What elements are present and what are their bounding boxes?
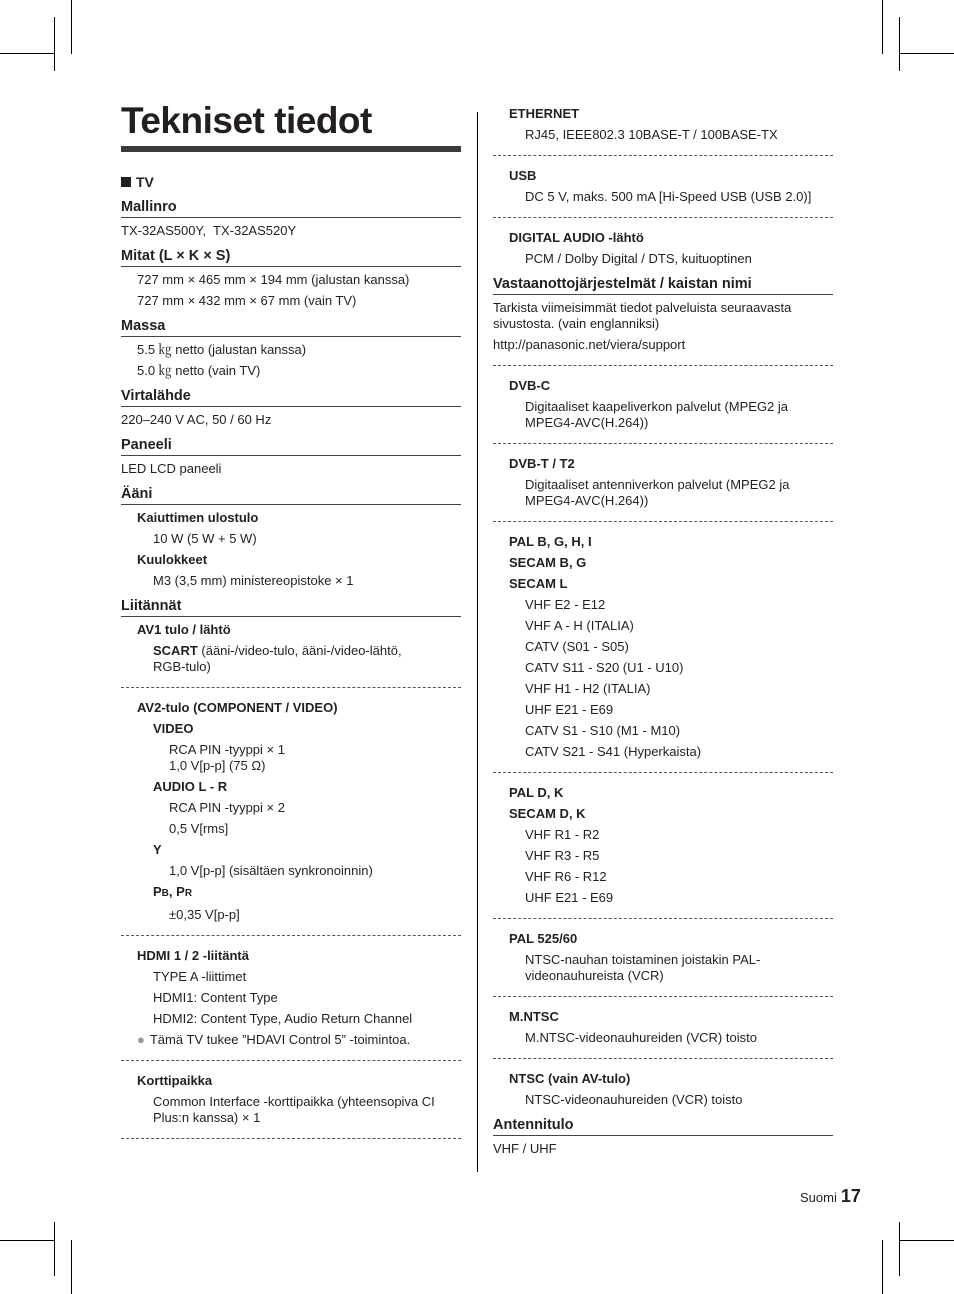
- dashed-divider: [121, 1060, 461, 1061]
- hdmi-label: HDMI 1 / 2 -liitäntä: [137, 948, 249, 963]
- section-heading-liitannat: Liitännät: [121, 598, 461, 617]
- band-line: VHF E2 - E12: [525, 597, 606, 612]
- left-column: [121, 174, 461, 1151]
- speaker-output-value: 10 W (5 W + 5 W): [153, 531, 257, 546]
- y-line: 1,0 V[p-p] (sisältäen synkronoinnin): [169, 863, 373, 878]
- dashed-divider: [493, 365, 833, 366]
- pb-pr-line: ±0,35 V[p-p]: [169, 907, 240, 922]
- section-heading-aani: Ääni: [121, 486, 461, 505]
- pal525-line: NTSC-nauhan toistaminen joistakin PAL-: [525, 952, 761, 967]
- dashed-divider: [493, 217, 833, 218]
- crop-mark: [900, 1240, 954, 1241]
- band-line: VHF A - H (ITALIA): [525, 618, 634, 633]
- section-heading-mitat: Mitat (L × K × S): [121, 248, 461, 267]
- crop-mark: [899, 17, 900, 71]
- dashed-divider: [493, 521, 833, 522]
- ntsc-label: NTSC (vain AV-tulo): [509, 1071, 631, 1086]
- power-value: 220–240 V AC, 50 / 60 Hz: [121, 412, 272, 427]
- speaker-output-label: Kaiuttimen ulostulo: [137, 510, 259, 525]
- band-line: CATV S1 - S10 (M1 - M10): [525, 723, 681, 738]
- card-slot-label: Korttipaikka: [137, 1073, 213, 1088]
- digital-audio-value: PCM / Dolby Digital / DTS, kuituoptinen: [525, 251, 752, 266]
- crop-mark: [882, 0, 883, 54]
- hdmi-note: ● Tämä TV tukee ”HDAVI Control 5” -toimintoa.: [137, 1032, 411, 1047]
- audio-label: AUDIO L - R: [153, 779, 228, 794]
- crop-mark: [54, 17, 55, 71]
- dashed-divider: [493, 996, 833, 997]
- mass-line: 5.5 ㎏ netto (jalustan kanssa): [137, 342, 307, 357]
- ethernet-label: ETHERNET: [509, 106, 580, 121]
- page-number: 17: [840, 1186, 861, 1206]
- crop-mark: [71, 0, 72, 54]
- section-heading-antennitulo: Antennitulo: [493, 1117, 833, 1136]
- pal-bg-label: PAL B, G, H, I: [509, 534, 592, 549]
- mntsc-label: M.NTSC: [509, 1009, 559, 1024]
- headphone-label: Kuulokkeet: [137, 552, 208, 567]
- crop-mark: [71, 1240, 72, 1294]
- dashed-divider: [493, 1058, 833, 1059]
- y-label: Y: [153, 842, 162, 857]
- mass-line: 5.0 ㎏ netto (vain TV): [137, 363, 261, 378]
- crop-mark: [900, 53, 954, 54]
- pal-bg-label: SECAM B, G: [509, 555, 587, 570]
- digital-audio-label: DIGITAL AUDIO -lähtö: [509, 230, 644, 245]
- hdmi-line: HDMI1: Content Type: [153, 990, 278, 1005]
- dashed-divider: [493, 155, 833, 156]
- pal-dk-label: SECAM D, K: [509, 806, 586, 821]
- antenna-value: VHF / UHF: [493, 1141, 557, 1156]
- page-title: Tekniset tiedot: [121, 100, 372, 141]
- dashed-divider: [493, 772, 833, 773]
- pal525-label: PAL 525/60: [509, 931, 578, 946]
- band-line: VHF R6 - R12: [525, 869, 607, 884]
- dashed-divider: [121, 935, 461, 936]
- pal-bg-label: SECAM L: [509, 576, 568, 591]
- video-label: VIDEO: [153, 721, 194, 736]
- hdmi-line: HDMI2: Content Type, Audio Return Channel: [153, 1011, 413, 1026]
- section-heading-paneeli: Paneeli: [121, 437, 461, 456]
- section-heading-vastaanotto: Vastaanottojärjestelmät / kaistan nimi: [493, 276, 833, 295]
- av1-label: AV1 tulo / lähtö: [137, 622, 231, 637]
- band-line: VHF R1 - R2: [525, 827, 600, 842]
- section-heading-mallinro: Mallinro: [121, 199, 461, 218]
- dashed-divider: [493, 443, 833, 444]
- crop-mark: [0, 53, 54, 54]
- mntsc-value: M.NTSC-videonauhureiden (VCR) toisto: [525, 1030, 757, 1045]
- panel-value: LED LCD paneeli: [121, 461, 222, 476]
- dvbt-label: DVB-T / T2: [509, 456, 575, 471]
- crop-mark: [0, 1240, 54, 1241]
- dvbc-line: Digitaaliset kaapeliverkon palvelut (MPEG2 ja: [525, 399, 789, 414]
- audio-line: 0,5 V[rms]: [169, 821, 229, 836]
- dvbt-line: MPEG4-AVC(H.264)): [525, 493, 649, 508]
- section-heading-massa: Massa: [121, 318, 461, 337]
- section-heading-virtalahde: Virtalähde: [121, 388, 461, 407]
- square-bullet-icon: [121, 177, 131, 187]
- crop-mark: [54, 1222, 55, 1276]
- band-line: VHF H1 - H2 (ITALIA): [525, 681, 651, 696]
- av2-label: AV2-tulo (COMPONENT / VIDEO): [137, 700, 338, 715]
- band-line: UHF E21 - E69: [525, 702, 614, 717]
- dvbc-label: DVB-C: [509, 378, 551, 393]
- dvbc-line: MPEG4-AVC(H.264)): [525, 415, 649, 430]
- av1-scart-line-2: RGB-tulo): [153, 659, 211, 674]
- dashed-divider: [121, 687, 461, 688]
- av1-scart-line: SCART (ääni-/video-tulo, ääni-/video-lähtö,: [153, 643, 402, 658]
- card-slot-line: Plus:n kanssa) × 1: [153, 1110, 261, 1125]
- pal-dk-label: PAL D, K: [509, 785, 564, 800]
- video-line: RCA PIN -tyyppi × 1: [169, 742, 285, 757]
- dimension-line: 727 mm × 432 mm × 67 mm (vain TV): [137, 293, 357, 308]
- ethernet-value: RJ45, IEEE802.3 10BASE-T / 100BASE-TX: [525, 127, 778, 142]
- band-line: CATV S21 - S41 (Hyperkaista): [525, 744, 702, 759]
- model-numbers: TX-32AS500Y, TX-32AS520Y: [121, 223, 297, 238]
- dashed-divider: [121, 1138, 461, 1139]
- column-divider: [477, 112, 478, 1172]
- dashed-divider: [493, 918, 833, 919]
- page-footer: [800, 1186, 861, 1207]
- hdmi-line: TYPE A -liittimet: [153, 969, 247, 984]
- footer-language: Suomi: [800, 1190, 837, 1205]
- pb-pr-label: PB, PR: [153, 884, 193, 899]
- right-column: [493, 106, 833, 1157]
- ntsc-value: NTSC-videonauhureiden (VCR) toisto: [525, 1092, 743, 1107]
- bullet-icon: ●: [137, 1032, 145, 1047]
- usb-label: USB: [509, 168, 537, 183]
- support-url[interactable]: http://panasonic.net/viera/support: [493, 337, 686, 352]
- reception-note: sivustosta. (vain englanniksi): [493, 316, 660, 331]
- tv-heading: TV: [121, 174, 461, 190]
- band-line: CATV S11 - S20 (U1 - U10): [525, 660, 684, 675]
- band-line: UHF E21 - E69: [525, 890, 614, 905]
- title-rule: [121, 146, 461, 152]
- card-slot-line: Common Interface -korttipaikka (yhteensopiva CI: [153, 1094, 435, 1109]
- audio-line: RCA PIN -tyyppi × 2: [169, 800, 285, 815]
- video-line: 1,0 V[p-p] (75 Ω): [169, 758, 266, 773]
- crop-mark: [899, 1222, 900, 1276]
- crop-mark: [882, 1240, 883, 1294]
- headphone-value: M3 (3,5 mm) ministereopistoke × 1: [153, 573, 354, 588]
- dvbt-line: Digitaaliset antenniverkon palvelut (MPEG2 ja: [525, 477, 790, 492]
- band-line: VHF R3 - R5: [525, 848, 600, 863]
- dimension-line: 727 mm × 465 mm × 194 mm (jalustan kanssa): [137, 272, 410, 287]
- band-line: CATV (S01 - S05): [525, 639, 629, 654]
- pal525-line: videonauhureista (VCR): [525, 968, 664, 983]
- usb-value: DC 5 V, maks. 500 mA [Hi-Speed USB (USB 2.0)]: [525, 189, 812, 204]
- reception-note: Tarkista viimeisimmät tiedot palveluista seuraavasta: [493, 300, 792, 315]
